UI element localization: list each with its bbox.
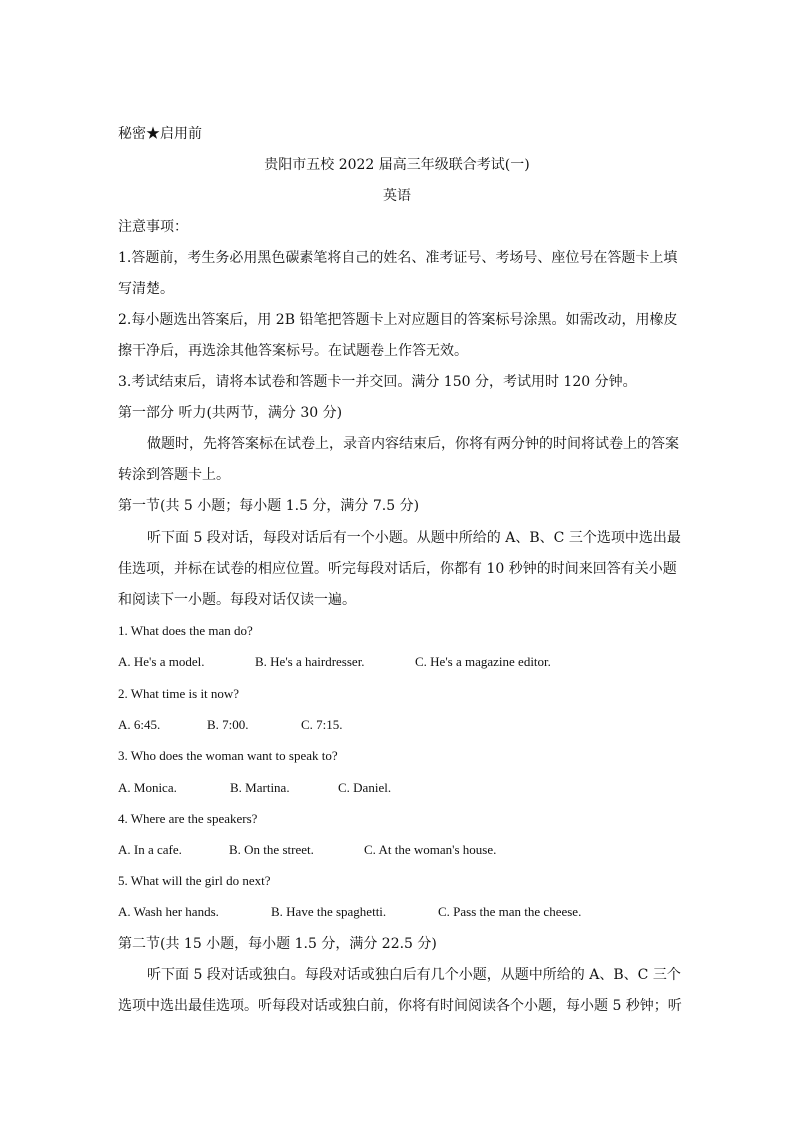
part1-intro-line-1: 做题时，先将答案标在试卷上，录音内容结束后，你将有两分钟的时间将试卷上的答案: [147, 436, 679, 452]
notes-heading: 注意事项：: [118, 219, 188, 235]
part1-heading: 第一部分 听力(共两节，满分 30 分): [118, 405, 343, 421]
question-5-stem: 5. What will the girl do next?: [118, 873, 271, 888]
question-1-stem: 1. What does the man do?: [118, 623, 253, 638]
question-3-option-c: C. Daniel.: [338, 780, 392, 795]
confidential-label: 秘密★启用前: [118, 126, 202, 142]
question-5-option-b: B. Have the spaghetti.: [271, 904, 387, 919]
note-3: 3.考试结束后，请将本试卷和答题卡一并交回。满分 150 分，考试用时 120 分钟。: [118, 374, 637, 390]
note-2-line-1: 2.每小题选出答案后，用 2B 铅笔把答题卡上对应题目的答案标号涂黑。如需改动，用橡皮: [118, 312, 678, 328]
question-1-option-b: B. He's a hairdresser.: [255, 654, 365, 669]
question-2-stem: 2. What time is it now?: [118, 686, 240, 701]
section1-instr-line-3: 和阅读下一小题。每段对话仅读一遍。: [118, 592, 356, 608]
note-2-line-2: 擦干净后，再选涂其他答案标号。在试题卷上作答无效。: [118, 343, 468, 359]
question-1-option-c: C. He's a magazine editor.: [415, 654, 551, 669]
note-1-line-2: 写清楚。: [118, 281, 174, 297]
question-4-option-a: A. In a cafe.: [118, 842, 182, 857]
question-2-option-a: A. 6:45.: [118, 717, 161, 732]
section2-instr-line-1: 听下面 5 段对话或独白。每段对话或独白后有几个小题，从题中所给的 A、B、C 三个: [147, 967, 681, 983]
note-1-line-1: 1.答题前，考生务必用黑色碳素笔将自己的姓名、准考证号、考场号、座位号在答题卡上填: [118, 250, 678, 266]
section1-instr-line-1: 听下面 5 段对话，每段对话后有一个小题。从题中所给的 A、B、C 三个选项中选出最: [147, 530, 681, 546]
question-2-option-b: B. 7:00.: [207, 717, 249, 732]
part1-intro-line-2: 转涂到答题卡上。: [118, 467, 230, 483]
section1-heading: 第一节(共 5 小题；每小题 1.5 分，满分 7.5 分): [118, 498, 420, 514]
section1-instr-line-2: 佳选项，并标在试卷的相应位置。听完每段对话后，你都有 10 秒钟的时间来回答有关小题: [118, 561, 677, 577]
subject-title: 英语: [383, 188, 411, 204]
question-3-stem: 3. Who does the woman want to speak to?: [118, 748, 338, 763]
section2-instr-line-2: 选项中选出最佳选项。听每段对话或独白前，你将有时间阅读各个小题，每小题 5 秒钟；听: [118, 998, 682, 1014]
question-3-option-b: B. Martina.: [230, 780, 290, 795]
question-2-option-c: C. 7:15.: [301, 717, 343, 732]
question-4-option-c: C. At the woman's house.: [364, 842, 497, 857]
question-4-option-b: B. On the street.: [229, 842, 314, 857]
question-1-option-a: A. He's a model.: [118, 654, 205, 669]
section2-heading: 第二节(共 15 小题，每小题 1.5 分，满分 22.5 分): [118, 936, 437, 952]
question-4-stem: 4. Where are the speakers?: [118, 811, 258, 826]
question-5-option-c: C. Pass the man the cheese.: [438, 904, 582, 919]
question-5-option-a: A. Wash her hands.: [118, 904, 219, 919]
question-3-option-a: A. Monica.: [118, 780, 177, 795]
exam-title: 贵阳市五校 2022 届高三年级联合考试(一): [264, 157, 530, 173]
